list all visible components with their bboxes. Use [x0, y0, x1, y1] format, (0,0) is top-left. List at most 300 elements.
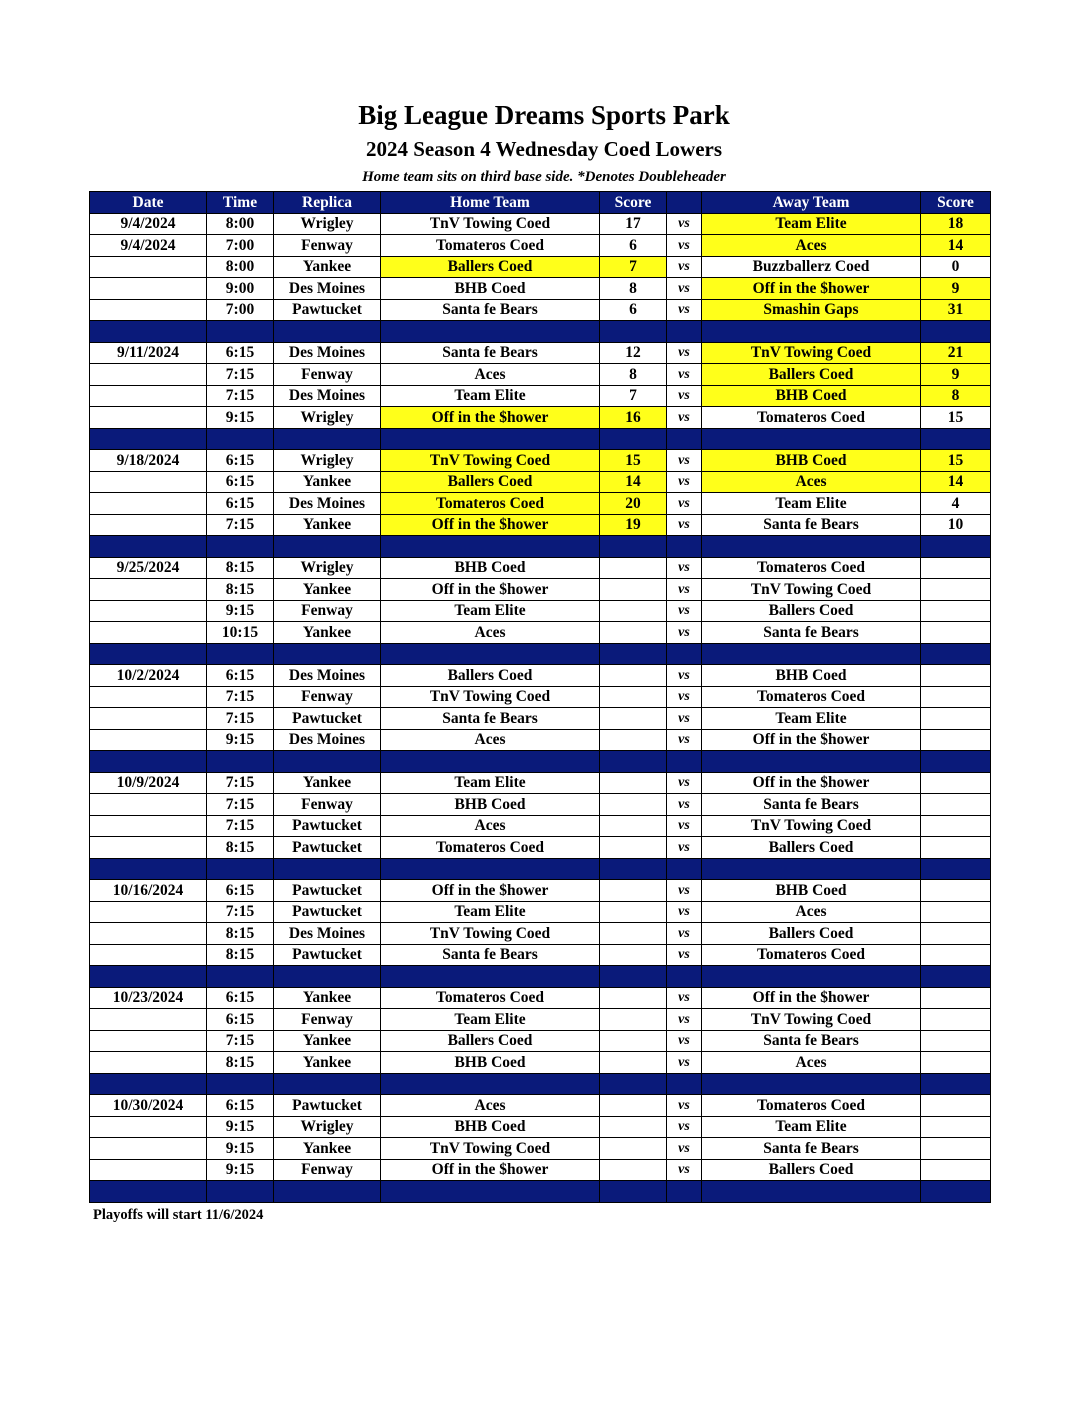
separator-cell: [600, 536, 667, 558]
cell-vs: vs: [667, 278, 702, 300]
cell-home-team: Ballers Coed: [381, 471, 600, 493]
cell-replica: Des Moines: [274, 278, 381, 300]
cell-replica: Yankee: [274, 471, 381, 493]
cell-away-team: Tomateros Coed: [702, 944, 921, 966]
table-row: [90, 299, 991, 321]
cell-home-score: 15: [600, 450, 667, 472]
col-header-time: Time: [207, 192, 274, 214]
cell-home-score: [600, 1030, 667, 1052]
cell-replica: Des Moines: [274, 923, 381, 945]
separator-cell: [702, 1073, 921, 1095]
cell-home-team: Santa fe Bears: [381, 342, 600, 364]
cell-away-team: Tomateros Coed: [702, 1095, 921, 1117]
cell-home-score: 17: [600, 213, 667, 235]
table-row: [90, 385, 991, 407]
cell-home-score: [600, 1159, 667, 1181]
cell-away-score: [921, 944, 991, 966]
separator-cell: [381, 1073, 600, 1095]
cell-vs: vs: [667, 923, 702, 945]
separator-cell: [702, 858, 921, 880]
cell-home-team: Off in the $hower: [381, 1159, 600, 1181]
cell-time: 7:00: [207, 235, 274, 257]
cell-away-team: Ballers Coed: [702, 600, 921, 622]
cell-vs: vs: [667, 299, 702, 321]
col-header-home-team: Home Team: [381, 192, 600, 214]
table-row: [90, 665, 991, 687]
cell-replica: Fenway: [274, 1009, 381, 1031]
cell-replica: Des Moines: [274, 665, 381, 687]
cell-date: 9/4/2024: [90, 235, 207, 257]
cell-date: [90, 600, 207, 622]
cell-time: 7:15: [207, 686, 274, 708]
cell-date: [90, 256, 207, 278]
separator-cell: [274, 428, 381, 450]
separator-cell: [921, 321, 991, 343]
cell-date: [90, 364, 207, 386]
table-row: [90, 987, 991, 1009]
cell-time: 7:15: [207, 794, 274, 816]
cell-time: 6:15: [207, 450, 274, 472]
table-row: [90, 1159, 991, 1181]
cell-replica: Yankee: [274, 1030, 381, 1052]
table-row: [90, 600, 991, 622]
cell-time: 8:15: [207, 944, 274, 966]
cell-time: 6:15: [207, 665, 274, 687]
table-header-row: [90, 192, 991, 214]
cell-date: [90, 708, 207, 730]
cell-date: [90, 471, 207, 493]
cell-replica: Des Moines: [274, 729, 381, 751]
cell-vs: vs: [667, 342, 702, 364]
cell-replica: Des Moines: [274, 385, 381, 407]
cell-away-score: 15: [921, 407, 991, 429]
cell-replica: Yankee: [274, 1052, 381, 1074]
cell-time: 6:15: [207, 1095, 274, 1117]
cell-date: 9/18/2024: [90, 450, 207, 472]
cell-home-team: TnV Towing Coed: [381, 450, 600, 472]
table-row: [90, 1095, 991, 1117]
table-row: [90, 450, 991, 472]
separator-cell: [921, 643, 991, 665]
cell-home-score: [600, 987, 667, 1009]
cell-away-team: Team Elite: [702, 708, 921, 730]
separator-cell: [207, 428, 274, 450]
cell-vs: vs: [667, 837, 702, 859]
cell-away-team: Off in the $hower: [702, 987, 921, 1009]
cell-home-score: 6: [600, 299, 667, 321]
cell-replica: Wrigley: [274, 557, 381, 579]
cell-away-score: 18: [921, 213, 991, 235]
cell-away-team: BHB Coed: [702, 385, 921, 407]
separator-cell: [207, 536, 274, 558]
cell-time: 9:15: [207, 729, 274, 751]
cell-date: [90, 1138, 207, 1160]
cell-date: 10/30/2024: [90, 1095, 207, 1117]
cell-date: 10/2/2024: [90, 665, 207, 687]
cell-vs: vs: [667, 772, 702, 794]
page-subtitle: 2024 Season 4 Wednesday Coed Lowers: [365, 137, 723, 161]
cell-home-score: [600, 923, 667, 945]
table-row: [90, 1030, 991, 1052]
cell-away-score: 4: [921, 493, 991, 515]
cell-home-team: BHB Coed: [381, 1052, 600, 1074]
separator-cell: [600, 321, 667, 343]
separator-cell: [90, 428, 207, 450]
separator-cell: [702, 536, 921, 558]
separator-cell: [667, 858, 702, 880]
cell-time: 7:15: [207, 1030, 274, 1052]
cell-home-score: 14: [600, 471, 667, 493]
table-row: [90, 923, 991, 945]
cell-away-team: TnV Towing Coed: [702, 815, 921, 837]
separator-cell: [381, 321, 600, 343]
cell-away-score: 8: [921, 385, 991, 407]
cell-home-score: [600, 837, 667, 859]
cell-home-team: BHB Coed: [381, 557, 600, 579]
cell-home-team: Tomateros Coed: [381, 493, 600, 515]
cell-home-score: 20: [600, 493, 667, 515]
cell-vs: vs: [667, 213, 702, 235]
cell-date: 10/16/2024: [90, 880, 207, 902]
cell-away-team: Aces: [702, 235, 921, 257]
cell-away-team: Tomateros Coed: [702, 557, 921, 579]
cell-home-team: Ballers Coed: [381, 665, 600, 687]
separator-cell: [274, 321, 381, 343]
cell-away-score: [921, 557, 991, 579]
cell-date: [90, 686, 207, 708]
cell-time: 9:15: [207, 1116, 274, 1138]
cell-away-score: [921, 923, 991, 945]
table-row: [90, 278, 991, 300]
cell-replica: Yankee: [274, 622, 381, 644]
cell-time: 8:15: [207, 557, 274, 579]
separator-cell: [600, 1073, 667, 1095]
cell-vs: vs: [667, 385, 702, 407]
seating-note: Home team sits on third base side. *Denotes Doubleheader: [362, 169, 726, 185]
week-separator-row: [90, 321, 991, 343]
cell-home-score: [600, 622, 667, 644]
cell-replica: Pawtucket: [274, 1095, 381, 1117]
separator-cell: [921, 858, 991, 880]
cell-time: 9:15: [207, 1159, 274, 1181]
table-row: [90, 256, 991, 278]
cell-away-team: Off in the $hower: [702, 729, 921, 751]
cell-replica: Yankee: [274, 256, 381, 278]
cell-away-team: Team Elite: [702, 493, 921, 515]
col-header-away-team: Away Team: [702, 192, 921, 214]
cell-home-score: [600, 1095, 667, 1117]
col-header-away-score: Score: [921, 192, 991, 214]
cell-vs: vs: [667, 665, 702, 687]
cell-away-score: 9: [921, 278, 991, 300]
cell-home-team: Aces: [381, 622, 600, 644]
cell-vs: vs: [667, 880, 702, 902]
cell-home-team: Off in the $hower: [381, 579, 600, 601]
separator-cell: [274, 1181, 381, 1203]
cell-time: 10:15: [207, 622, 274, 644]
cell-away-team: Ballers Coed: [702, 364, 921, 386]
table-row: [90, 794, 991, 816]
cell-away-team: Off in the $hower: [702, 278, 921, 300]
cell-date: [90, 579, 207, 601]
table-row: [90, 901, 991, 923]
cell-away-score: [921, 1030, 991, 1052]
cell-home-score: [600, 1138, 667, 1160]
cell-away-score: [921, 794, 991, 816]
cell-replica: Wrigley: [274, 407, 381, 429]
cell-home-score: 12: [600, 342, 667, 364]
cell-vs: vs: [667, 579, 702, 601]
week-separator-row: [90, 966, 991, 988]
cell-home-team: BHB Coed: [381, 794, 600, 816]
cell-away-score: [921, 1009, 991, 1031]
cell-vs: vs: [667, 557, 702, 579]
separator-cell: [921, 536, 991, 558]
week-separator-row: [90, 536, 991, 558]
cell-time: 7:15: [207, 815, 274, 837]
cell-date: [90, 901, 207, 923]
cell-away-team: Santa fe Bears: [702, 1138, 921, 1160]
cell-away-score: [921, 1138, 991, 1160]
cell-away-score: [921, 579, 991, 601]
cell-away-score: 31: [921, 299, 991, 321]
cell-away-score: [921, 901, 991, 923]
cell-home-score: [600, 1009, 667, 1031]
cell-date: [90, 1030, 207, 1052]
cell-replica: Yankee: [274, 514, 381, 536]
cell-replica: Pawtucket: [274, 299, 381, 321]
cell-away-team: Team Elite: [702, 1116, 921, 1138]
cell-replica: Fenway: [274, 364, 381, 386]
cell-date: 9/25/2024: [90, 557, 207, 579]
cell-date: [90, 385, 207, 407]
cell-away-team: Ballers Coed: [702, 1159, 921, 1181]
separator-cell: [90, 858, 207, 880]
separator-cell: [702, 321, 921, 343]
cell-away-team: Santa fe Bears: [702, 1030, 921, 1052]
cell-time: 8:15: [207, 1052, 274, 1074]
separator-cell: [207, 643, 274, 665]
week-separator-row: [90, 1181, 991, 1203]
week-separator-row: [90, 751, 991, 773]
cell-replica: Pawtucket: [274, 944, 381, 966]
separator-cell: [600, 858, 667, 880]
cell-home-score: [600, 708, 667, 730]
cell-home-team: Team Elite: [381, 1009, 600, 1031]
separator-cell: [667, 536, 702, 558]
separator-cell: [207, 966, 274, 988]
cell-away-score: [921, 1052, 991, 1074]
cell-away-team: Tomateros Coed: [702, 407, 921, 429]
cell-time: 9:15: [207, 407, 274, 429]
cell-date: [90, 923, 207, 945]
cell-vs: vs: [667, 407, 702, 429]
cell-home-score: [600, 579, 667, 601]
separator-cell: [600, 1181, 667, 1203]
cell-home-score: 8: [600, 364, 667, 386]
separator-cell: [921, 428, 991, 450]
separator-cell: [381, 751, 600, 773]
cell-vs: vs: [667, 514, 702, 536]
cell-vs: vs: [667, 901, 702, 923]
cell-vs: vs: [667, 729, 702, 751]
cell-away-team: Aces: [702, 1052, 921, 1074]
cell-replica: Wrigley: [274, 213, 381, 235]
separator-cell: [667, 751, 702, 773]
cell-vs: vs: [667, 1116, 702, 1138]
week-separator-row: [90, 643, 991, 665]
cell-home-team: TnV Towing Coed: [381, 923, 600, 945]
cell-away-team: Santa fe Bears: [702, 514, 921, 536]
cell-time: 7:15: [207, 901, 274, 923]
separator-cell: [381, 858, 600, 880]
cell-home-score: 8: [600, 278, 667, 300]
cell-replica: Pawtucket: [274, 837, 381, 859]
cell-time: 7:15: [207, 385, 274, 407]
cell-away-score: [921, 686, 991, 708]
cell-away-team: BHB Coed: [702, 450, 921, 472]
cell-vs: vs: [667, 1138, 702, 1160]
cell-date: [90, 407, 207, 429]
cell-replica: Des Moines: [274, 342, 381, 364]
cell-time: 6:15: [207, 471, 274, 493]
separator-cell: [702, 643, 921, 665]
cell-date: [90, 1159, 207, 1181]
cell-date: [90, 815, 207, 837]
cell-time: 7:15: [207, 364, 274, 386]
cell-home-team: Tomateros Coed: [381, 987, 600, 1009]
cell-away-score: [921, 622, 991, 644]
separator-cell: [600, 428, 667, 450]
cell-home-team: Team Elite: [381, 772, 600, 794]
cell-home-score: [600, 794, 667, 816]
cell-vs: vs: [667, 944, 702, 966]
cell-date: 10/23/2024: [90, 987, 207, 1009]
cell-away-team: BHB Coed: [702, 665, 921, 687]
cell-vs: vs: [667, 686, 702, 708]
cell-home-score: [600, 815, 667, 837]
cell-time: 7:15: [207, 772, 274, 794]
cell-away-score: 14: [921, 235, 991, 257]
cell-home-team: Off in the $hower: [381, 407, 600, 429]
cell-home-score: [600, 1116, 667, 1138]
separator-cell: [90, 643, 207, 665]
separator-cell: [600, 751, 667, 773]
separator-cell: [381, 428, 600, 450]
cell-away-score: 0: [921, 256, 991, 278]
cell-home-score: 6: [600, 235, 667, 257]
cell-home-score: [600, 729, 667, 751]
cell-replica: Pawtucket: [274, 880, 381, 902]
cell-home-team: Tomateros Coed: [381, 235, 600, 257]
cell-away-score: [921, 1095, 991, 1117]
cell-vs: vs: [667, 708, 702, 730]
cell-away-score: 14: [921, 471, 991, 493]
cell-away-score: 15: [921, 450, 991, 472]
cell-home-score: [600, 557, 667, 579]
cell-away-team: Santa fe Bears: [702, 622, 921, 644]
separator-cell: [381, 966, 600, 988]
cell-date: [90, 1116, 207, 1138]
cell-date: [90, 514, 207, 536]
cell-home-team: TnV Towing Coed: [381, 213, 600, 235]
cell-time: 9:15: [207, 1138, 274, 1160]
cell-away-team: Smashin Gaps: [702, 299, 921, 321]
cell-home-team: TnV Towing Coed: [381, 1138, 600, 1160]
table-row: [90, 493, 991, 515]
cell-home-score: 19: [600, 514, 667, 536]
cell-date: [90, 1052, 207, 1074]
cell-vs: vs: [667, 622, 702, 644]
cell-home-team: Off in the $hower: [381, 514, 600, 536]
cell-vs: vs: [667, 493, 702, 515]
cell-date: 10/9/2024: [90, 772, 207, 794]
cell-home-team: Santa fe Bears: [381, 299, 600, 321]
cell-home-team: Ballers Coed: [381, 256, 600, 278]
cell-replica: Des Moines: [274, 493, 381, 515]
table-row: [90, 837, 991, 859]
cell-date: [90, 944, 207, 966]
cell-home-score: 7: [600, 385, 667, 407]
cell-time: 6:15: [207, 342, 274, 364]
cell-vs: vs: [667, 364, 702, 386]
separator-cell: [667, 428, 702, 450]
cell-vs: vs: [667, 1095, 702, 1117]
cell-home-team: Team Elite: [381, 901, 600, 923]
separator-cell: [600, 643, 667, 665]
separator-cell: [667, 1073, 702, 1095]
separator-cell: [274, 966, 381, 988]
cell-vs: vs: [667, 1009, 702, 1031]
cell-away-score: [921, 708, 991, 730]
separator-cell: [667, 966, 702, 988]
cell-home-score: [600, 901, 667, 923]
table-row: [90, 944, 991, 966]
cell-home-team: Aces: [381, 1095, 600, 1117]
separator-cell: [702, 966, 921, 988]
cell-home-score: [600, 665, 667, 687]
cell-vs: vs: [667, 794, 702, 816]
col-header-home-score: Score: [600, 192, 667, 214]
cell-home-score: [600, 1052, 667, 1074]
table-row: [90, 1009, 991, 1031]
table-row: [90, 622, 991, 644]
cell-vs: vs: [667, 987, 702, 1009]
cell-replica: Pawtucket: [274, 708, 381, 730]
table-row: [90, 1052, 991, 1074]
separator-cell: [207, 751, 274, 773]
week-separator-row: [90, 428, 991, 450]
cell-away-team: Off in the $hower: [702, 772, 921, 794]
cell-home-score: [600, 600, 667, 622]
separator-cell: [921, 966, 991, 988]
cell-date: [90, 493, 207, 515]
separator-cell: [381, 1181, 600, 1203]
cell-away-score: [921, 880, 991, 902]
cell-vs: vs: [667, 1030, 702, 1052]
cell-home-team: Aces: [381, 364, 600, 386]
separator-cell: [90, 1073, 207, 1095]
cell-home-score: 7: [600, 256, 667, 278]
week-separator-row: [90, 1073, 991, 1095]
cell-away-score: [921, 1159, 991, 1181]
cell-replica: Pawtucket: [274, 815, 381, 837]
separator-cell: [667, 321, 702, 343]
cell-date: 9/11/2024: [90, 342, 207, 364]
separator-cell: [381, 536, 600, 558]
separator-cell: [381, 643, 600, 665]
table-row: [90, 213, 991, 235]
